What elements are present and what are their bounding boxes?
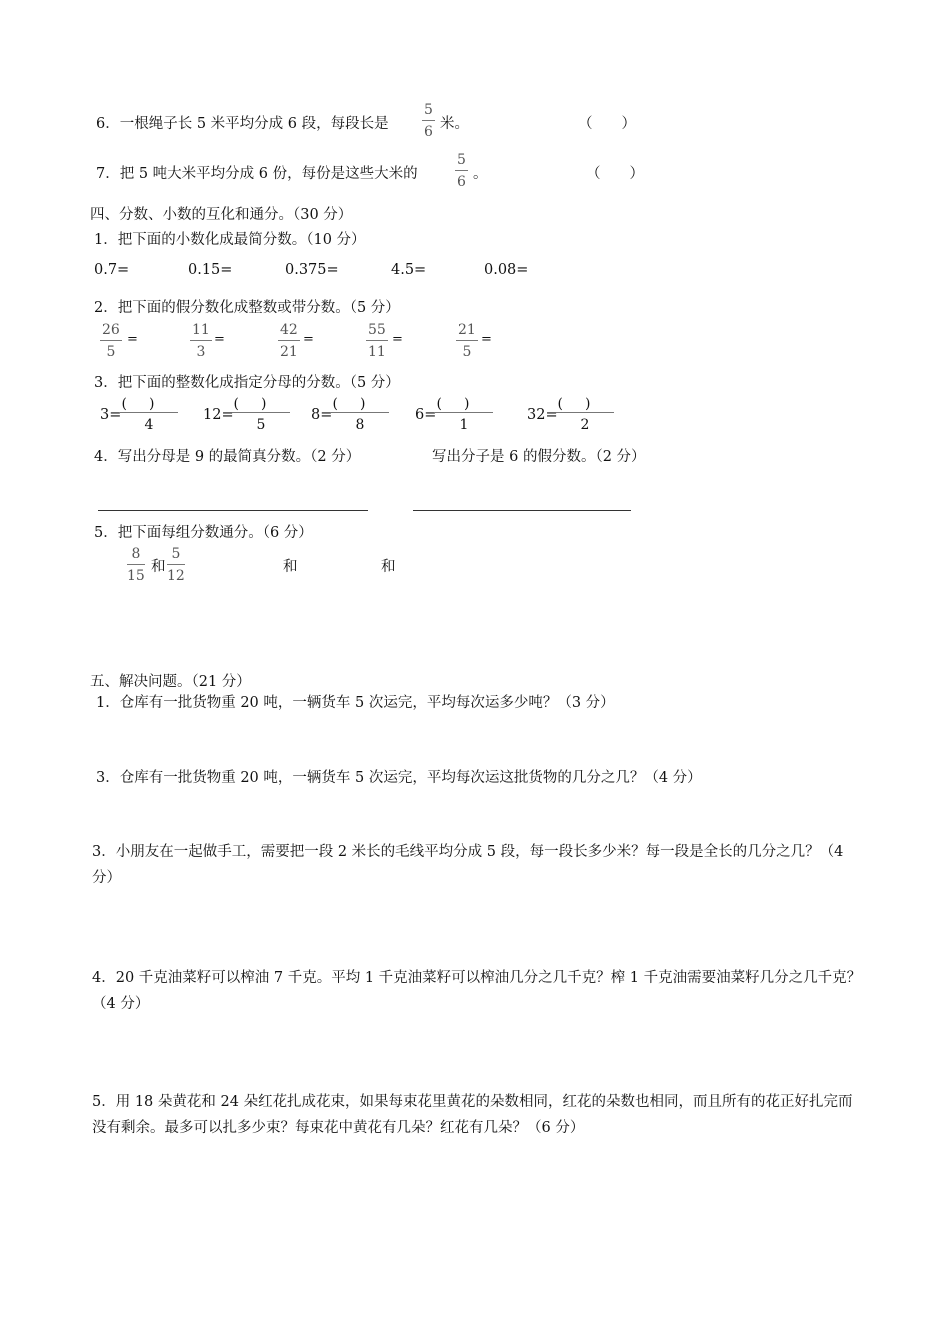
blank-fraction[interactable] [556,396,614,433]
equals-sign: = [127,332,138,347]
fraction-numerator: 5 [455,153,468,171]
answer-line-right[interactable] [413,510,631,511]
judge-q6-suffix: 米。 [440,116,469,132]
whole-number: 6= [415,407,437,423]
whole-number: 3= [100,407,122,423]
blank-fraction[interactable] [120,396,178,433]
fraction-denominator: 5 [462,344,472,360]
blank-numerator[interactable]: () [557,396,613,412]
section4-q5-title: 5．把下面每组分数通分。（6 分） [94,525,313,541]
improper-fraction [456,323,478,359]
decimal-item: 4.5= [391,262,427,278]
improper-fraction [190,323,212,359]
improper-fraction [278,323,300,359]
decimal-item: 0.15= [188,262,233,278]
fraction-denominator: 5 [256,417,266,433]
equals-sign: = [481,332,492,347]
answer-line-left[interactable] [98,510,368,511]
blank-numerator[interactable]: () [436,396,492,412]
fraction-denominator: 12 [167,568,185,584]
fraction-denominator: 3 [196,344,206,360]
blank-numerator[interactable]: () [332,396,388,412]
section5-title: 五、解决问题。（21 分） [90,674,251,690]
blank-numerator[interactable]: () [121,396,177,412]
judge-q7-answer-paren[interactable]: （ ） [586,166,644,182]
section4-q2-title: 2．把下面的假分数化成整数或带分数。（5 分） [94,300,400,316]
fraction-denominator: 21 [280,344,298,360]
section4-q4-left: 4．写出分母是 9 的最简真分数。（2 分） [94,449,361,465]
judge-q6-fraction [422,103,435,139]
decimal-item: 0.7= [94,262,130,278]
fraction-denominator: 5 [106,344,116,360]
fraction-denominator: 8 [355,417,365,433]
fraction-denominator: 2 [580,417,590,433]
fraction-numerator: 26 [100,323,122,341]
decimal-item: 0.375= [285,262,339,278]
judge-q7-fraction [455,153,468,189]
problem-3: 3．小朋友在一起做手工，需要把一段 2 米长的毛线平均分成 5 段，每一段长多少米？每一段是全长的几分之几？（4 分） [92,844,844,886]
fraction-numerator: 5 [167,547,185,565]
improper-fraction [100,323,122,359]
problem-2: 3．仓库有一批货物重 20 吨，一辆货车 5 次运完，平均每次运这批货物的几分之几？（4 分） [96,770,702,786]
fraction-denominator: 11 [368,344,386,360]
fraction-denominator: 4 [144,417,154,433]
blank-fraction[interactable] [435,396,493,433]
blank-fraction[interactable] [331,396,389,433]
blank-numerator[interactable]: () [233,396,289,412]
equals-sign: = [303,332,314,347]
fraction-numerator: 11 [190,323,212,341]
fraction-numerator: 8 [127,547,145,565]
and-word: 和 [151,559,166,575]
judge-q6-text: 6．一根绳子长 5 米平均分成 6 段，每段长是 [96,116,389,132]
and-word: 和 [283,559,298,575]
whole-number: 12= [203,407,234,423]
judge-q7-suffix: 。 [473,166,488,182]
and-word: 和 [381,559,396,575]
judge-q6-answer-paren[interactable]: （ ） [578,116,636,132]
equals-sign: = [392,332,403,347]
judge-q7-text: 7．把 5 吨大米平均分成 6 份，每份是这些大米的 [96,166,418,182]
whole-number: 8= [311,407,333,423]
problem-1: 1．仓库有一批货物重 20 吨，一辆货车 5 次运完，平均每次运多少吨？（3 分） [96,695,615,711]
fraction-numerator: 5 [422,103,435,121]
improper-fraction [366,323,388,359]
problem-5: 5．用 18 朵黄花和 24 朵红花扎成花束，如果每束花里黄花的朵数相同，红花的朵数也相同，而且所有的花正好扎完而没有剩余。最多可以扎多少束？每束花中黄花有几朵？红花有几朵？（6 分） [92,1094,853,1136]
blank-fraction[interactable] [232,396,290,433]
fraction-numerator: 21 [456,323,478,341]
section4-q3-title: 3．把下面的整数化成指定分母的分数。（5 分） [94,375,400,391]
section4-q4-right: 写出分子是 6 的假分数。（2 分） [432,449,646,465]
fraction-numerator: 55 [366,323,388,341]
fraction-b [167,547,185,583]
whole-number: 32= [527,407,558,423]
fraction-denominator: 15 [127,568,145,584]
section4-q1-title: 1．把下面的小数化成最简分数。（10 分） [94,232,366,248]
fraction-a [127,547,145,583]
fraction-denominator: 1 [459,417,469,433]
fraction-denominator: 6 [424,124,433,140]
section4-title: 四、分数、小数的互化和通分。（30 分） [90,207,353,223]
equals-sign: = [214,332,225,347]
decimal-item: 0.08= [484,262,529,278]
problem-4: 4．20 千克油菜籽可以榨油 7 千克。平均 1 千克油菜籽可以榨油几分之几千克？榨 1 千克油需要油菜籽几分之几千克？（4 分） [92,970,862,1012]
fraction-denominator: 6 [457,174,466,190]
fraction-numerator: 42 [278,323,300,341]
